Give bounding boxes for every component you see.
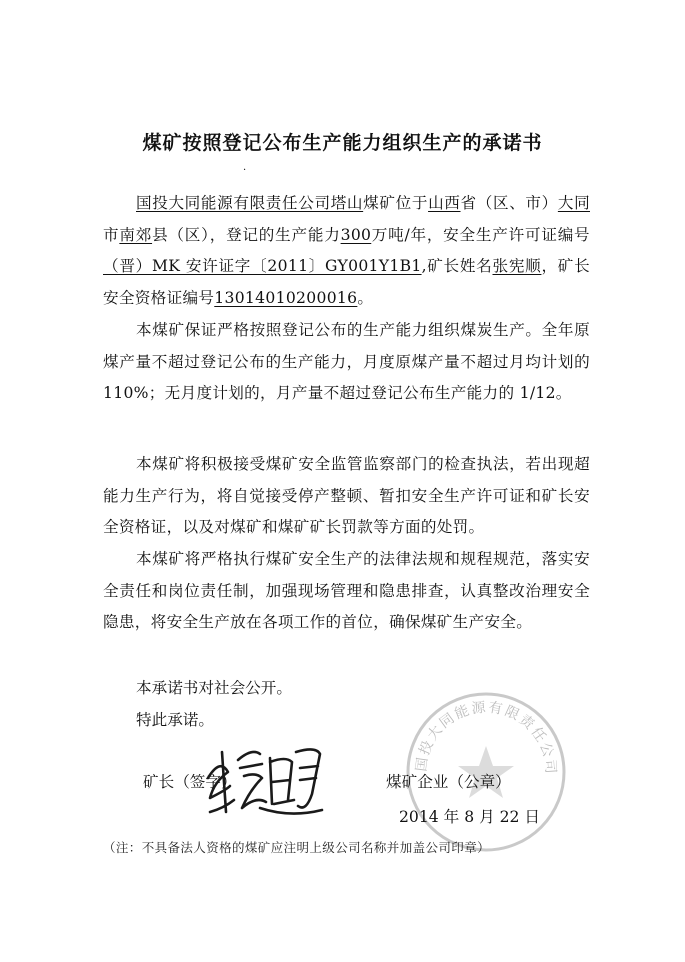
certificate-number: 13014010200016 [214,288,358,307]
company-name: 国投大同能源有限责任公司塔山 [136,194,364,212]
city: 大同 [557,194,590,212]
handwritten-signature [200,738,330,823]
text-segment: 县（区），登记的生产能力 [152,225,341,244]
county: 南郊 [119,225,153,244]
province: 山西 [428,194,461,212]
text-segment: 煤矿位于 [363,194,429,212]
paragraph-3: 本煤矿将积极接受煤矿安全监管监察部门的检查执法，若出现超能力生产行为，将自觉接受停产整顿、暂扣安全生产许可证和矿长安全资格证，以及对煤矿和煤矿矿长罚款等方面的处罚。 [103,455,590,536]
paragraph-5: 本承诺书对社会公开。 [136,679,292,697]
document-title: 煤矿按照登记公布生产能力组织生产的承诺书 [142,132,543,154]
capacity: 300 [340,225,372,244]
signature-label: 矿长（签字） [143,773,237,791]
paragraph-4: 本煤矿将严格执行煤矿安全生产的法律法规和规程规范，落实安全责任和岗位责任制，加强现场管理和隐患排查，认真整改治理安全隐患，将安全生产放在各项工作的首位，确保煤矿生产安全。 [103,550,590,631]
seal-text: 国投大同能源有限责任公司 [413,699,559,777]
paragraph-1 [103,188,590,314]
text-segment: 市 [103,225,120,244]
date: 2014 年 8 月 22 日 [399,808,541,826]
text-segment: 。 [357,288,374,307]
paragraph-6: 特此承诺。 [136,711,214,729]
text-segment: ,矿长姓名 [421,257,493,275]
director-name: 张宪顺 [492,257,542,275]
text-segment: ，矿长安全资格证编号 [103,257,590,307]
license-number: （晋）MK 安许证字〔2011〕GY001Y1B1 [103,257,422,275]
paragraph-2: 本煤矿保证严格按照登记公布的生产能力组织煤炭生产。全年原煤产量不超过登记公布的生产能力，月度原煤产量不超过月均计划的 110%；无月度计划的，月产量不超过登记公布生产能力的 1/12。 [103,321,590,402]
stray-dot: · [243,165,247,176]
text-segment: 省（区、市） [460,194,558,212]
text-segment: 万吨/年，安全生产许可证编号 [371,225,590,244]
footnote: （注：不具备法人资格的煤矿应注明上级公司名称并加盖公司印章） [103,840,491,855]
seal-label: 煤矿企业（公章） [386,773,511,791]
